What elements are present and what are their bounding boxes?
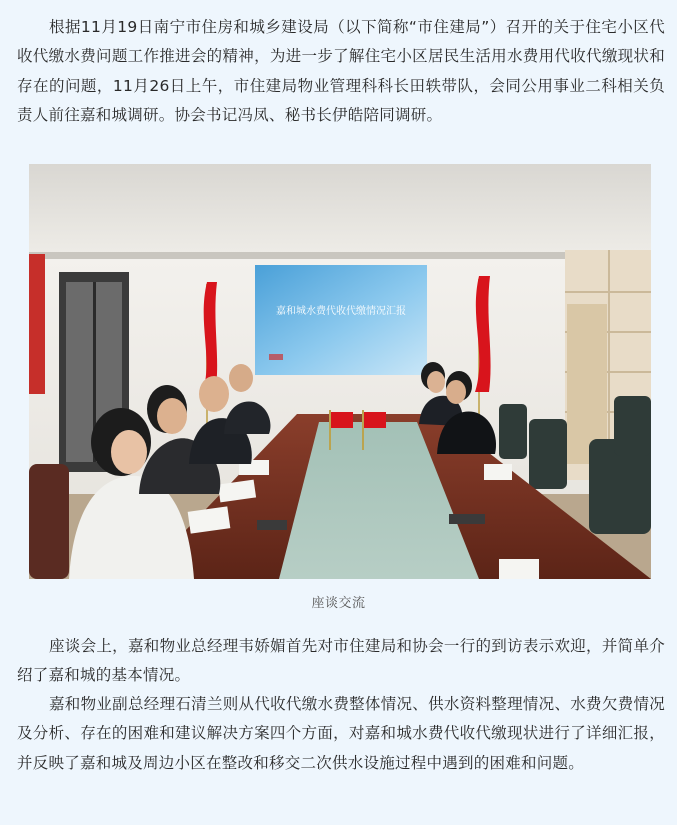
photo-caption: 座谈交流 — [311, 596, 366, 611]
intro-paragraph: 根据11月19日南宁市住房和城乡建设局（以下简称“市住建局”）召开的关于住宅小区代收代缴水费问题工作推进会的精神，为进一步了解住宅小区居民生活用水费用代收代缴现状和存在的问题，11月26日上午，市住建局物业管理科科长田轶带队，会同公用事业二科相关负责人前往嘉和城调研。协会书记冯凤、秘书长伊皓陪同调研。 — [17, 18, 665, 125]
meeting-photo-illustration — [29, 164, 651, 579]
meeting-photo — [29, 164, 651, 579]
screen-title-text: 嘉和城水费代收代缴情况汇报 — [276, 306, 406, 317]
body-paragraph-2: 嘉和物业副总经理石清兰则从代收代缴水费整体情况、供水资料整理情况、水费欠费情况及分析、存在的困难和建议解决方案四个方面，对嘉和城水费代收代缴现状进行了详细汇报，并反映了嘉和城及周边小区在整改和移交二次供水设施过程中遇到的困难和问题。 — [17, 695, 665, 772]
body-paragraph-1: 座谈会上，嘉和物业总经理韦娇媚首先对市住建局和协会一行的到访表示欢迎，并简单介绍了嘉和城的基本情况。 — [17, 637, 665, 685]
